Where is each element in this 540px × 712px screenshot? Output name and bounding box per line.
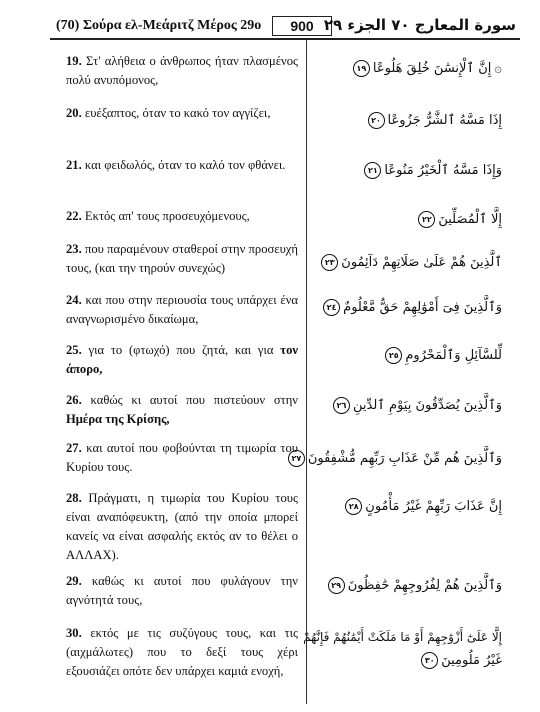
arabic-verse-20: إِذَا مَسَّهُ ٱلشَّرُّ جَزُوعًا٢٠ bbox=[282, 110, 502, 132]
ayah-number-icon: ٢٥ bbox=[385, 347, 402, 364]
greek-verse-23: 23. που παραμένουν σταθεροί στην προσευχή τους, (και την τηρούν συνεχώς) bbox=[66, 242, 298, 275]
ayah-number-icon: ٢٤ bbox=[323, 299, 340, 316]
arabic-verse-26: وَٱلَّذِينَ يُصَدِّقُونَ بِيَوْمِ ٱلدِّينِ٢٦ bbox=[282, 395, 502, 417]
ayah-number-icon: ٣٠ bbox=[421, 652, 438, 669]
header-surah-arabic: سورة المعارج ٧٠ الجزء ٢٩ bbox=[323, 16, 516, 34]
header-surah-greek: (70) Σούρα ελ-Μεάριτζ Μέρος 29ο bbox=[56, 18, 262, 33]
greek-verse-19: 19. Στ' αλήθεια ο άνθρωπος ήταν πλασμένος πολύ ανυπόμονος, bbox=[66, 54, 298, 87]
greek-verse-29: 29. καθώς κι αυτοί που φυλάγουν την αγνότητά τους, bbox=[66, 574, 298, 607]
greek-verse-28: 28. Πράγματι, η τιμωρία του Κυρίου τους είναι αναπόφευκτη, (από την οποία μπορεί κανείς να είναι ασφαλής εκτός αν το θέλει ο ΑΛΛΑΧ). bbox=[66, 491, 298, 562]
greek-verse-22: 22. Εκτός απ' τους προσευχόμενους, bbox=[66, 209, 250, 223]
page-number: 900 bbox=[272, 16, 332, 36]
arabic-verse-30-line-2: غَيْرُ مَلُومِينَ٣٠ bbox=[282, 650, 502, 672]
arabic-verse-22: إِلَّا ٱلْمُصَلِّينَ٢٢ bbox=[282, 209, 502, 231]
greek-verse-21: 21. και φειδωλός, όταν το καλό τον φθάνει. bbox=[66, 158, 286, 172]
greek-verse-30: 30. εκτός με τις συζύγους τους, και τις (αιχμάλωτες) που το δεξί τους χέρι εξουσιάζει οπότε δεν υπάρχει καμιά ενοχή, bbox=[66, 626, 299, 678]
arabic-verse-25: لِّلسَّآئِلِ وَٱلْمَحْرُومِ٢٥ bbox=[282, 345, 502, 367]
arabic-verse-30-line-1: إِلَّا عَلَىٰٓ أَزْوَٰجِهِمْ أَوْ مَا مَلَكَتْ أَيْمَٰنُهُمْ فَإِنَّهُمْ bbox=[303, 630, 502, 644]
arabic-verse-27: وَٱلَّذِينَ هُم مِّنْ عَذَابِ رَبِّهِم مُّشْفِقُونَ٢٧ bbox=[282, 448, 502, 470]
ayah-number-icon: ٢١ bbox=[364, 162, 381, 179]
column-divider bbox=[306, 40, 307, 704]
greek-verse-24: 24. και που στην περιουσία τους υπάρχει ένα αναγνωρισμένο δικαίωμα, bbox=[66, 293, 298, 326]
ayah-number-icon: ٢٣ bbox=[321, 254, 338, 271]
ayah-number-icon: ٢٢ bbox=[418, 211, 435, 228]
greek-verse-25: 25. για το (φτωχό) που ζητά, και για τον άπορο, bbox=[66, 343, 298, 376]
ayah-number-icon: ٢٩ bbox=[328, 577, 345, 594]
ayah-number-icon: ٢٠ bbox=[368, 112, 385, 129]
greek-verse-26: 26. καθώς κι αυτοί που πιστεύουν στην Ημέρα της Κρίσης, bbox=[66, 393, 298, 426]
arabic-verse-29: وَٱلَّذِينَ هُمْ لِفُرُوجِهِمْ حَٰفِظُونَ٢٩ bbox=[282, 575, 502, 597]
rub-el-hizb-icon: ۞ bbox=[494, 61, 502, 76]
page-header bbox=[50, 16, 520, 40]
ayah-number-icon: ٢٧ bbox=[288, 450, 305, 467]
arabic-verse-23: ٱلَّذِينَ هُمْ عَلَىٰ صَلَاتِهِمْ دَآئِمُونَ٢٣ bbox=[282, 252, 502, 274]
arabic-verse-24: وَٱلَّذِينَ فِىٓ أَمْوَٰلِهِمْ حَقٌّ مَّعْلُومٌ٢٤ bbox=[282, 297, 502, 319]
arabic-verse-19: ۞إِنَّ ٱلْإِنسَٰنَ خُلِقَ هَلُوعًا١٩ bbox=[282, 58, 502, 80]
greek-verse-20: 20. ευέξαπτος, όταν το κακό τον αγγίζει, bbox=[66, 106, 271, 120]
ayah-number-icon: ٢٨ bbox=[345, 498, 362, 515]
ayah-number-icon: ١٩ bbox=[353, 60, 370, 77]
arabic-verse-28: إِنَّ عَذَابَ رَبِّهِمْ غَيْرُ مَأْمُونٍ٢٨ bbox=[282, 496, 502, 518]
arabic-verse-21: وَإِذَا مَسَّهُ ٱلْخَيْرُ مَنُوعًا٢١ bbox=[282, 160, 502, 182]
greek-verse-27: 27. και αυτοί που φοβούνται τη τιμωρία του Κυρίου τους. bbox=[66, 441, 298, 474]
ayah-number-icon: ٢٦ bbox=[333, 397, 350, 414]
